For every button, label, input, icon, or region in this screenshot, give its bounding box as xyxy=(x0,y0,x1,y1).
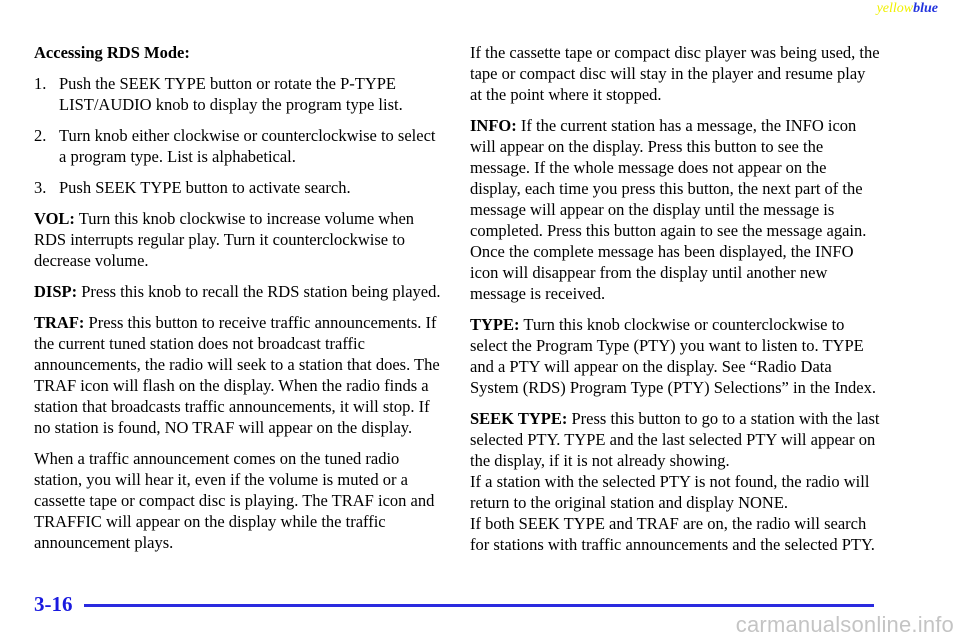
right-column xyxy=(470,42,880,565)
header-blue-text: blue xyxy=(913,1,938,16)
info-text: If the current station has a message, the INFO icon will appear on the display. Press this button to see the message. If the whole message does not appear on the display, each time you press this button, the next part of the message will appear on the display until the message is completed. Press this button again to see the message again. Once the complete message has been displayed, the INFO icon will disappear from the display until another new message is received. xyxy=(470,116,867,303)
vol-term: VOL: xyxy=(34,209,75,228)
step-item xyxy=(34,73,444,115)
type-paragraph xyxy=(470,314,880,398)
traffic-announcement-paragraph: When a traffic announcement comes on the tuned radio station, you will hear it, even if the volume is muted or a cassette tape or compact disc is playing. The TRAF icon and TRAFFIC will appear on the display while the traffic announcement plays. xyxy=(34,449,435,552)
vol-text: Turn this knob clockwise to increase volume when RDS interrupts regular play. Turn it counterclockwise to decrease volume. xyxy=(34,209,415,270)
footer-rule xyxy=(84,604,874,607)
traf-paragraph xyxy=(34,312,444,438)
disp-text: Press this knob to recall the RDS station being played. xyxy=(77,282,441,301)
document-color-tag xyxy=(877,1,938,17)
left-column xyxy=(34,42,444,563)
traf-text: Press this button to receive traffic announcements. If the current tuned station does not broadcast traffic announcements, the radio will seek to a station that does. The TRAF icon will flash on the display. When the radio finds a station that broadcasts traffic announcements, it will stop. If no station is found, NO TRAF will appear on the display. xyxy=(34,313,440,437)
step-number: 3. xyxy=(34,178,47,197)
seek-type-term: SEEK TYPE: xyxy=(470,409,568,428)
step-text: Turn knob either clockwise or counterclockwise to select a program type. List is alphabetical. xyxy=(59,126,436,166)
step-number: 2. xyxy=(34,126,47,145)
page-number: 3-16 xyxy=(34,592,73,616)
seek-type-paragraph xyxy=(470,408,880,471)
type-term: TYPE: xyxy=(470,315,520,334)
disp-term: DISP: xyxy=(34,282,78,301)
step-item xyxy=(34,125,444,167)
disp-paragraph xyxy=(34,281,444,302)
seek-traf-paragraph: If both SEEK TYPE and TRAF are on, the radio will search for stations with traffic announcements and the selected PTY. xyxy=(470,514,875,554)
traf-term: TRAF: xyxy=(34,313,85,332)
watermark-text: carmanualsonline.info xyxy=(735,612,954,637)
step-text: Push the SEEK TYPE button or rotate the P-TYPE LIST/AUDIO knob to display the program type list. xyxy=(59,74,403,114)
step-text: Push SEEK TYPE button to activate search. xyxy=(59,178,351,197)
step-item xyxy=(34,177,444,198)
vol-paragraph xyxy=(34,208,444,271)
section-heading: Accessing RDS Mode: xyxy=(34,43,190,62)
step-number: 1. xyxy=(34,74,47,93)
seek-not-found-paragraph: If a station with the selected PTY is not found, the radio will return to the original station and display NONE. xyxy=(470,472,870,512)
cassette-paragraph: If the cassette tape or compact disc player was being used, the tape or compact disc will stay in the player and resume play at the point where it stopped. xyxy=(470,43,880,104)
info-paragraph xyxy=(470,115,880,304)
info-term: INFO: xyxy=(470,116,517,135)
seek-type-text: Press this button to go to a station with the last selected PTY. TYPE and the last selected PTY will appear on the display, if it is not already showing. xyxy=(470,409,880,470)
type-text: Turn this knob clockwise or counterclockwise to select the Program Type (PTY) you want to listen to. TYPE and a PTY will appear on the display. See “Radio Data System (RDS) Program Type (PTY) Selections” in the Index. xyxy=(470,315,876,397)
header-yellow-text: yellow xyxy=(876,1,914,16)
steps-list xyxy=(34,73,444,198)
